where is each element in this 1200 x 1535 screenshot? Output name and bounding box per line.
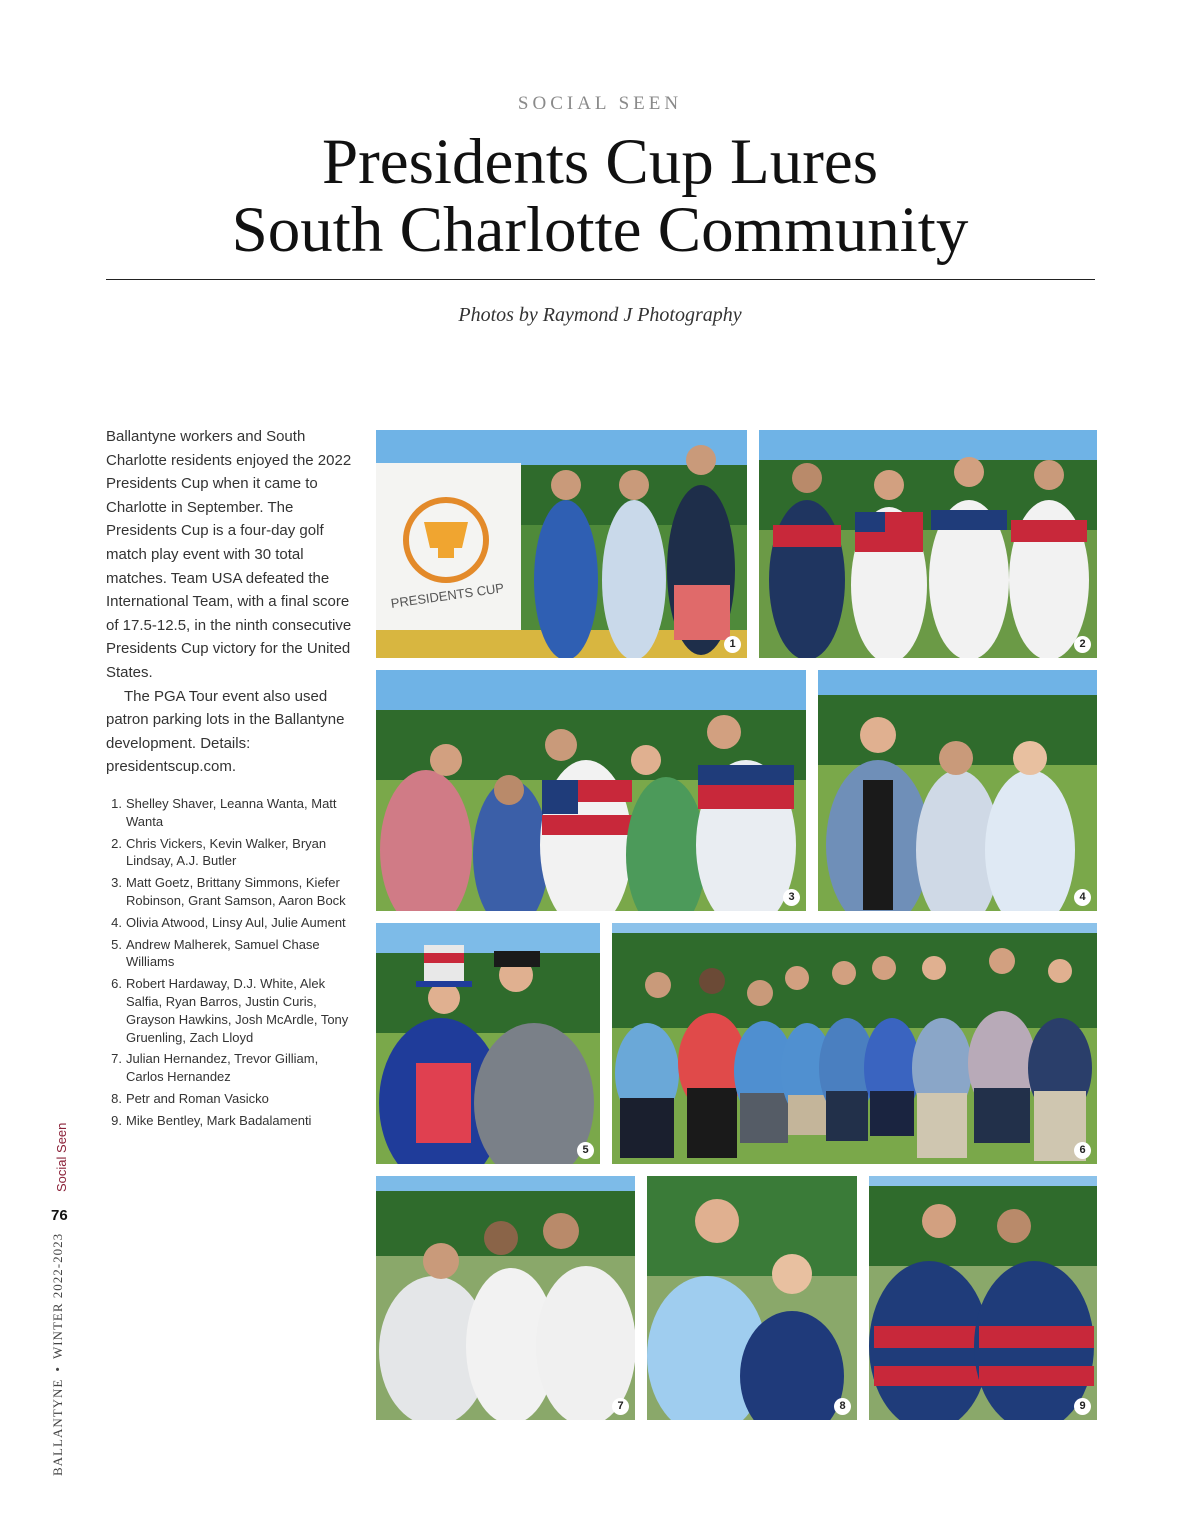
page-number: 76 (51, 1207, 68, 1224)
photo-8-badge: 8 (834, 1398, 851, 1415)
photo-1 (376, 430, 747, 658)
photo-3-badge: 3 (783, 889, 800, 906)
caption-item (106, 914, 354, 932)
photo-4-badge: 4 (1074, 889, 1091, 906)
issue-label: WINTER 2022-2023 (50, 1232, 65, 1360)
photo-credit: Photos by Raymond J Photography (458, 304, 742, 326)
caption-text: Robert Hardaway, D.J. White, Alek Salfia, Ryan Barros, Justin Curis, Grayson Hawkins, Josh McArdle, Tony Gruenling, Zach Lloyd (126, 976, 349, 1045)
article-body (106, 425, 356, 779)
caption-text: Olivia Atwood, Linsy Aul, Julie Aument (126, 914, 346, 930)
section-tag: Social Seen (54, 1122, 69, 1192)
photo-2 (759, 430, 1097, 658)
caption-number: 4. (111, 914, 122, 930)
title-divider (106, 279, 1095, 280)
photo-7-badge: 7 (612, 1398, 629, 1415)
photo-8-image (647, 1176, 857, 1420)
caption-text: Shelley Shaver, Leanna Wanta, Matt Wanta (126, 796, 337, 829)
caption-text: Petr and Roman Vasicko (126, 1090, 269, 1106)
caption-number: 2. (111, 835, 122, 851)
caption-item (106, 936, 354, 972)
article-paragraph-2: The PGA Tour event also used patron parking lots in the Ballantyne development. Details: presidentscup.com. (106, 687, 345, 776)
caption-item (106, 975, 354, 1046)
caption-item (106, 795, 354, 831)
footer-separator: • (50, 1366, 65, 1372)
caption-text: Andrew Malherek, Samuel Chase Williams (126, 936, 320, 970)
caption-text: Chris Vickers, Kevin Walker, Bryan Lindsay, A.J. Butler (126, 835, 327, 869)
caption-number: 5. (111, 936, 122, 952)
caption-number: 3. (111, 875, 122, 891)
photo-5-badge: 5 (577, 1142, 594, 1159)
section-label: SOCIAL SEEN (517, 93, 683, 114)
caption-number: 6. (111, 976, 122, 992)
photo-9-image (869, 1176, 1097, 1420)
photo-2-badge: 2 (1074, 636, 1091, 653)
caption-item (106, 1090, 354, 1108)
title-line-1: Presidents Cup Lures (321, 126, 879, 198)
photo-9-badge: 9 (1074, 1398, 1091, 1415)
photo-7 (376, 1176, 635, 1420)
photo-1-badge: 1 (724, 636, 741, 653)
caption-text: Julian Hernandez, Trevor Gilliam, Carlos Hernandez (126, 1051, 319, 1085)
caption-item (106, 1112, 354, 1130)
photo-5-image (376, 923, 600, 1164)
photo-7-image (376, 1176, 635, 1420)
photo-captions (106, 795, 354, 1134)
caption-number: 9. (111, 1112, 122, 1128)
caption-item (106, 835, 354, 871)
article-paragraph-1: Ballantyne workers and South Charlotte residents enjoyed the 2022 Presidents Cup when it came to Charlotte in September. The Presidents Cup is a four-day golf match play event with 30 total matches. Team USA defeated the International Team, with a final score of 17.5-12.5, in the ninth consecutive Presidents Cup victory for the United States. (106, 428, 352, 681)
caption-item (106, 1050, 354, 1086)
caption-item (106, 874, 354, 910)
caption-text: Matt Goetz, Brittany Simmons, Kiefer Robinson, Grant Samson, Aaron Bock (126, 875, 346, 908)
caption-text: Mike Bentley, Mark Badalamenti (126, 1112, 312, 1128)
caption-number: 1. (111, 796, 122, 811)
photo-9 (869, 1176, 1097, 1420)
photo-5 (376, 923, 600, 1164)
photo-1-image (376, 430, 747, 658)
photo-4 (818, 670, 1097, 911)
photo-6 (612, 923, 1097, 1164)
caption-number: 7. (111, 1051, 122, 1067)
sign-text: PRESIDENTS CUP (389, 580, 505, 611)
magazine-footer (50, 1233, 66, 1476)
photo-8 (647, 1176, 857, 1420)
photo-2-image (759, 430, 1097, 658)
page-title (0, 128, 1200, 264)
photo-4-image (818, 670, 1097, 911)
magazine-name: BALLANTYNE (50, 1378, 65, 1476)
photo-3 (376, 670, 806, 911)
title-line-2: South Charlotte Community (231, 194, 969, 266)
photo-6-badge: 6 (1074, 1142, 1091, 1159)
photo-3-image (376, 670, 806, 911)
caption-number: 8. (111, 1090, 122, 1106)
photo-6-image (612, 923, 1097, 1164)
